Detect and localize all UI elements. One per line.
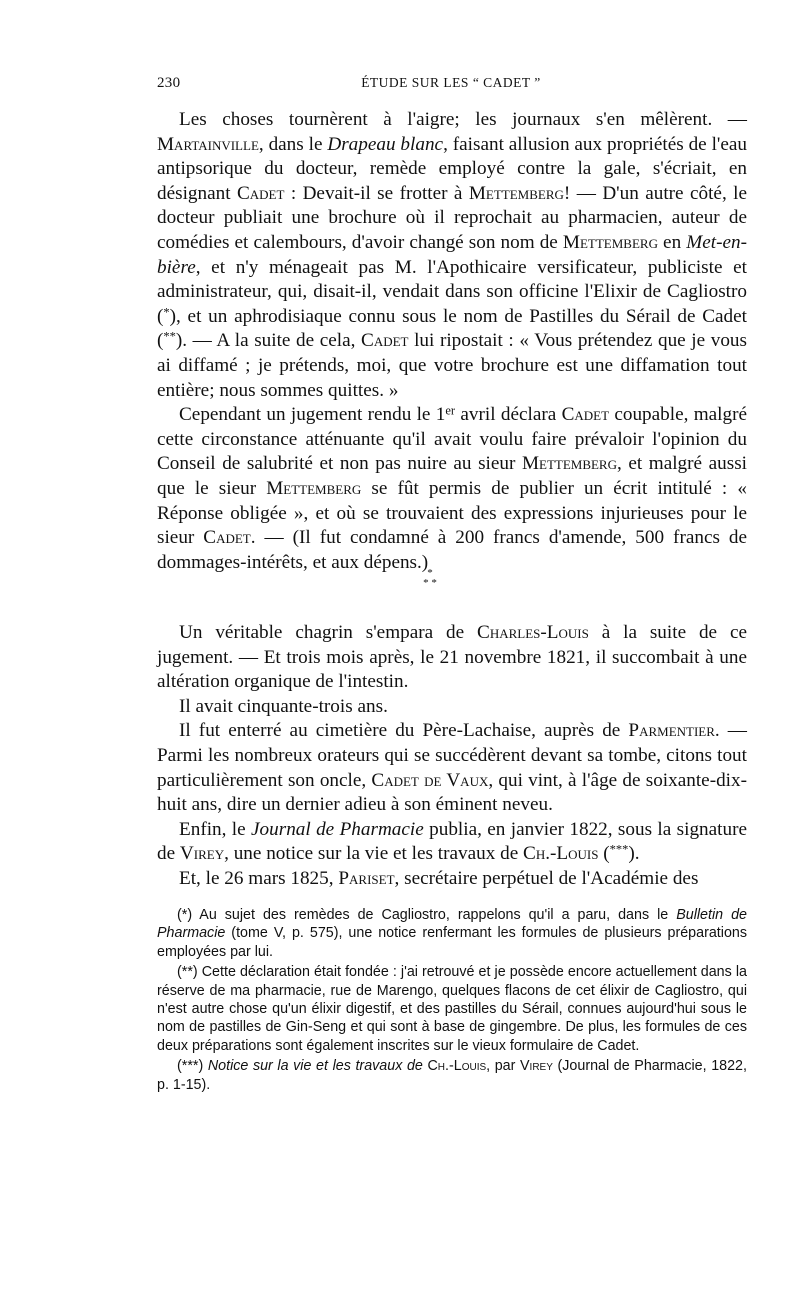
footnote-ref: *** [609, 842, 629, 857]
footnote-3 [157, 1057, 747, 1094]
asterism-top: * [427, 567, 433, 579]
text-span: se fût permis de publier un écrit intitulé : « Réponse obligée », et où se trouvaient des expressions injurieuses pour le sieur [157, 477, 747, 549]
name-mettemberg: Mettemberg [266, 477, 362, 499]
text-span: Les choses tournèrent à l'aigre; les journaux s'en mêlèrent. — [179, 109, 747, 130]
title-bulletin-de-pharmacie: Bulletin de Pharmacie [157, 907, 748, 942]
text-span: Et, le 26 mars 1825, [179, 867, 339, 889]
name-mettemberg: Mettemberg [521, 453, 617, 475]
text-span: Enfin, le [179, 818, 252, 840]
text-span: , faisant allusion aux propriétés de l'eau antipsorique du docteur, remède employé contre la gale, s'écriait, en désignant [157, 133, 747, 204]
text-span: Au sujet des remèdes de Cagliostro, rappelons qu'il a paru, dans le [192, 907, 677, 923]
text-span: . — (Il fut condamné à 200 francs d'amende, 500 francs de dommages-intérêts, et aux dépens.) [157, 527, 747, 573]
text-span: ( [598, 843, 610, 865]
name-cadet-de-vaux: Cadet de Vaux [371, 769, 489, 791]
text-span: (tome V, p. 575), une notice renfermant les formules de plusieurs préparations employées par lui. [157, 925, 747, 960]
footnote-ref: * [163, 305, 170, 320]
text-span: , qui vint, à l'âge de soixante-dix-huit ans, dire un dernier adieu à son éminent neveu. [157, 769, 747, 816]
footnote-mark: (***) [177, 1058, 204, 1075]
text-span: , secrétaire perpétuel de l'Académie des [394, 867, 699, 889]
text-span: , par [486, 1058, 521, 1075]
page-number: 230 [157, 75, 181, 91]
text-span: ). [628, 843, 640, 865]
main-text-section-1 [157, 108, 747, 575]
name-martainville: Martainville [157, 133, 259, 155]
name-charles-louis: Charles-Louis [477, 622, 589, 643]
asterism-bottom: * * [423, 577, 437, 589]
ordinal-suffix: er [445, 403, 456, 418]
name-mettemberg: Mettemberg [468, 182, 564, 204]
name-mettemberg: Mettemberg [562, 231, 658, 253]
paragraph [157, 719, 747, 817]
section-divider-asterism [405, 568, 455, 598]
text-span: , dans le [258, 133, 328, 155]
footnote-ref: ** [163, 329, 176, 344]
text-span: ), et un aphrodisiaque connu sous le nom de Pastilles du Sérail de Cadet ( [157, 305, 747, 352]
paragraph [157, 108, 747, 403]
paragraph [157, 867, 747, 892]
name-parmentier: Parmentier [628, 720, 715, 742]
title-notice: Notice sur la vie et les travaux de [207, 1058, 423, 1075]
footnotes [157, 906, 747, 1096]
text-span: ). — A la suite de cela, [175, 330, 362, 352]
name-cadet: Cadet [361, 330, 409, 352]
text-span: Un véritable chagrin s'empara de [179, 622, 478, 643]
paragraph [157, 818, 747, 867]
text-span: , une notice sur la vie et les travaux de [224, 843, 524, 865]
text-span: ! — D'un autre côté, le docteur publiait une brochure où il reprochait au pharmacien, auteur de comédies et calembours, d'avoir changé son nom de [157, 182, 747, 253]
name-pariset: Pariset [338, 867, 395, 889]
footnote-mark: (*) [177, 907, 193, 923]
text-span: publia, en janvier 1822, sous la signature de [157, 818, 747, 865]
name-cadet: Cadet [236, 182, 285, 204]
name-ch-louis: Ch.-Louis [523, 843, 599, 865]
text-span: , et n'y ménageait pas M. l'Apothicaire versificateur, publiciste et administrateur, qui, disait-il, vendait dans son officine l'Elixir de Cagliostro ( [157, 256, 747, 327]
page-header [157, 75, 745, 97]
main-text-section-2 [157, 621, 747, 892]
text-span: , et malgré aussi que le sieur [157, 453, 747, 499]
text-span: : Devait-il se frotter à [284, 182, 469, 204]
text-span: . — Parmi les nombreux orateurs qui se succédèrent devant sa tombe, citons tout particulièrement son oncle, [157, 720, 747, 791]
paragraph [157, 403, 747, 575]
footnote-1 [157, 906, 747, 961]
text-span: Cependant un jugement rendu le 1 [179, 404, 446, 426]
running-title: ÉTUDE SUR LES “ CADET ” [361, 75, 541, 90]
name-virey: Virey [520, 1058, 553, 1075]
title-journal-de-pharmacie: Journal de Pharmacie [251, 818, 424, 840]
text-span: en [657, 231, 687, 253]
text-span: Il fut enterré au cimetière du Père-Lachaise, auprès de [179, 720, 629, 742]
name-cadet: Cadet [203, 527, 251, 549]
footnote-2 [157, 963, 747, 1055]
text-span: lui ripostait : « Vous prétendez que je vous ai diffamé ; je prétends, moi, que votre brochure est une diffamation tout entière; nous sommes quittes. » [157, 330, 747, 401]
paragraph: Il avait cinquante-trois ans. [179, 695, 388, 717]
name-ch-louis: Ch.-Louis [427, 1058, 487, 1075]
text-span: coupable, malgré cette circonstance atténuante qu'il avait voulu faire prévaloir l'opinion du Conseil de salubrité et non pas nuire au sieur [157, 404, 747, 475]
text-span: (Journal de Pharmacie, 1822, p. 1-15). [157, 1058, 747, 1093]
name-cadet: Cadet [561, 404, 610, 426]
name-virey: Virey [179, 843, 225, 865]
title-drapeau-blanc: Drapeau blanc [327, 133, 444, 155]
text-span: Cette déclaration était fondée : j'ai retrouvé et je possède encore actuellement dans la réserve de ma pharmacie, rue de Marengo, quelques flacons de cet élixir de Cagliostro, qui n'est autre chose qu'un élixir digestif, et des pastilles du Sérail, connues aujourd'hui sous le nom de pastilles de Gin-Seng et qui sont à base de gingembre. De plus, les formules de ces deux préparations sont également inscrites sur le vieux formulaire de Cadet. [157, 964, 747, 1054]
text-span: à la suite de ce jugement. — Et trois mois après, le 21 novembre 1821, il succombait à une altération organique de l'intestin. [157, 622, 747, 693]
pun-met-en-biere: Met-en-bière [157, 231, 747, 278]
footnote-mark: (**) [177, 964, 198, 981]
text-span: avril déclara [455, 404, 562, 426]
paragraph [157, 621, 747, 695]
